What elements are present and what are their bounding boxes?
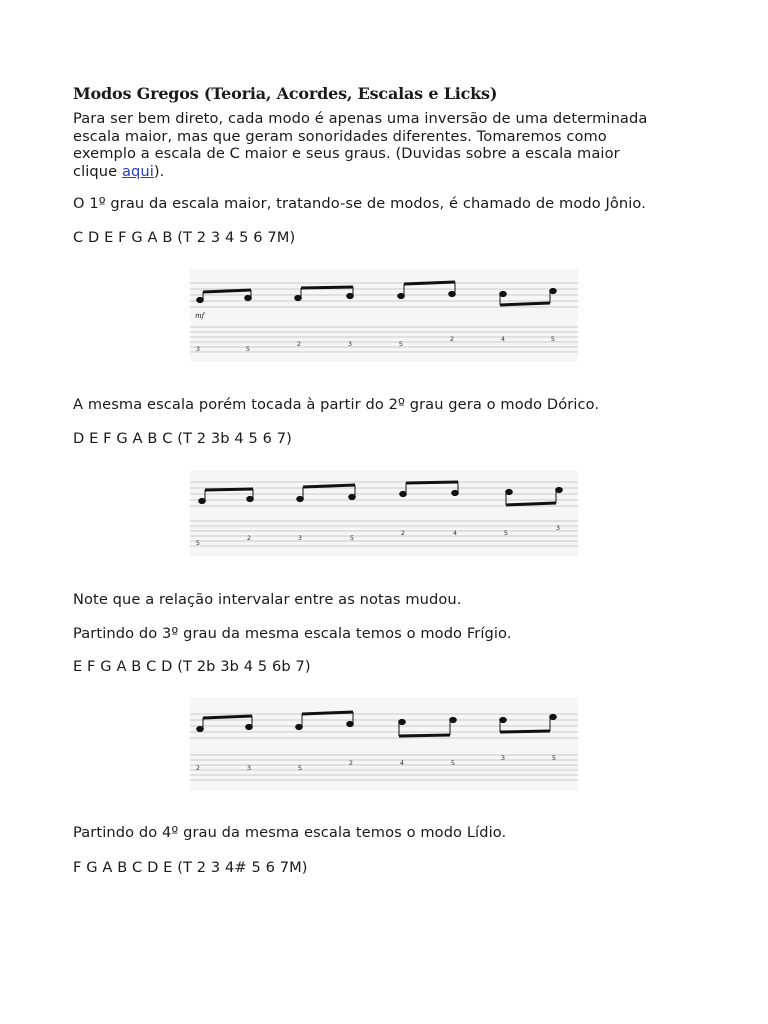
tab-fret: 2 xyxy=(400,529,406,537)
tab-fret: 3 xyxy=(500,754,506,762)
tab-fret: 3 xyxy=(555,524,561,532)
intro-paragraph xyxy=(73,110,713,180)
tab-fret: 5 xyxy=(550,335,556,343)
intro-text: ). xyxy=(153,162,165,180)
dynamic-marking: mf xyxy=(195,312,205,320)
interval-note: Note que a relação intervalar entre as notas mudou. xyxy=(73,591,462,608)
tab-fret: 5 xyxy=(297,764,303,772)
tab-fret: 3 xyxy=(246,764,252,772)
tab-fret: 5 xyxy=(450,759,456,767)
dorian-tablature xyxy=(190,470,578,556)
lydian-description: Partindo do 4º grau da mesma escala temos o modo Lídio. xyxy=(73,824,507,841)
dorian-description: A mesma escala porém tocada à partir do 2º grau gera o modo Dórico. xyxy=(73,396,600,413)
tab-fret: 2 xyxy=(296,340,302,348)
dorian-scale: D E F G A B C (T 2 3b 4 5 6 7) xyxy=(73,430,292,447)
tab-fret: 3 xyxy=(297,534,303,542)
tab-fret: 2 xyxy=(449,335,455,343)
tab-fret: 2 xyxy=(246,534,252,542)
ionian-tablature xyxy=(190,269,578,362)
intro-line xyxy=(73,163,713,181)
intro-text: clique xyxy=(73,162,122,180)
intro-line: escala maior, mas que geram sonoridades diferentes. Tomaremos como xyxy=(73,127,607,145)
tab-fret: 3 xyxy=(347,340,353,348)
phrygian-tab-svg xyxy=(190,698,578,791)
tab-fret: 5 xyxy=(398,340,404,348)
dorian-tab-svg xyxy=(190,470,578,556)
phrygian-scale: E F G A B C D (T 2b 3b 4 5 6b 7) xyxy=(73,658,311,675)
tab-fret: 4 xyxy=(500,335,506,343)
tab-fret: 2 xyxy=(348,759,354,767)
tab-fret: 5 xyxy=(503,529,509,537)
ionian-scale: C D E F G A B (T 2 3 4 5 6 7M) xyxy=(73,229,296,246)
lydian-scale: F G A B C D E (T 2 3 4# 5 6 7M) xyxy=(73,859,308,876)
ionian-description: O 1º grau da escala maior, tratando-se de modos, é chamado de modo Jônio. xyxy=(73,195,646,212)
page-title: Modos Gregos (Teoria, Acordes, Escalas e Licks) xyxy=(73,84,498,103)
phrygian-description: Partindo do 3º grau da mesma escala temos o modo Frígio. xyxy=(73,625,512,642)
ionian-tab-svg xyxy=(190,269,578,362)
intro-line: Para ser bem direto, cada modo é apenas uma inversão de uma determinada xyxy=(73,110,648,127)
tab-fret: 5 xyxy=(349,534,355,542)
tab-fret: 4 xyxy=(399,759,405,767)
tab-fret: 2 xyxy=(195,764,201,772)
tab-fret: 4 xyxy=(452,529,458,537)
tab-fret: 5 xyxy=(551,754,557,762)
tab-fret: 5 xyxy=(195,539,201,547)
tab-fret: 3 xyxy=(195,345,201,353)
phrygian-tablature xyxy=(190,698,578,791)
tab-fret: 5 xyxy=(245,345,251,353)
major-scale-link[interactable]: aqui xyxy=(121,162,154,180)
intro-line: exemplo a escala de C maior e seus graus. (Duvidas sobre a escala maior xyxy=(73,145,620,162)
